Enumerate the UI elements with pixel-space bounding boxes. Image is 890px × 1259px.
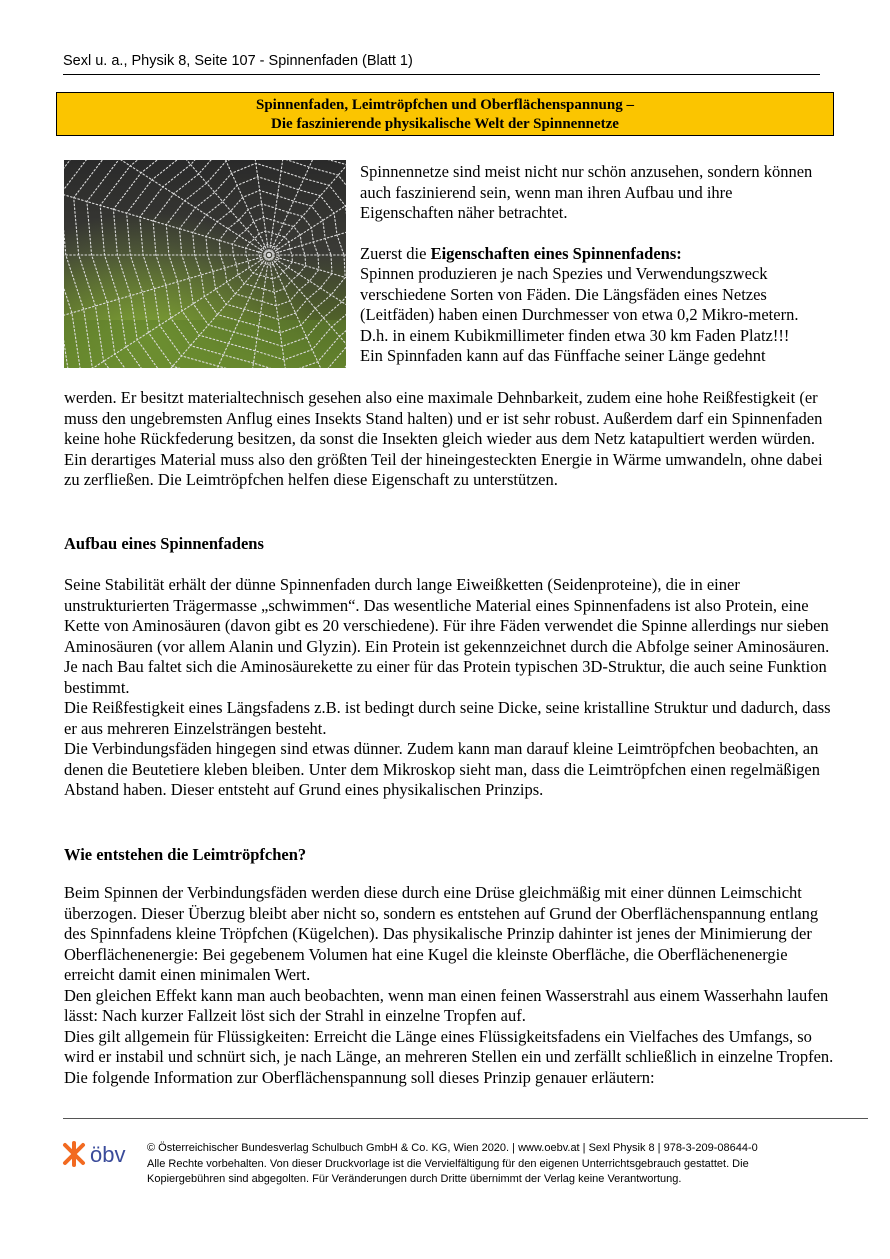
running-header: Sexl u. a., Physik 8, Seite 107 - Spinnenfaden (Blatt 1) xyxy=(63,53,413,69)
spider-web-photo xyxy=(64,160,346,368)
structure-paragraph-1: Seine Stabilität erhält der dünne Spinnenfaden durch lange Eiweißketten (Seidenproteine), die in einer unstrukturierten Trägermasse „schwimmen“. Das wesentliche Material eines Spinnenfadens ist also Protein, eine Kette von Aminosäuren (davon gibt es 20 verschiedene). Für ihre Fäden verwendet die Spinne allerdings nur sieben Aminosäuren (vor allem Alanin und Glyzin). Ein Protein ist gekennzeichnet durch die Abfolge seiner Aminosäuren. Je nach Bau faltet sich die Aminosäurekette zu einer für das Protein typischen 3D-Struktur, die auch seine Funktion bestimmt. xyxy=(64,575,830,697)
stretch-paragraph-start: Ein Spinnfaden kann auf das Fünffache seiner Länge gedehnt xyxy=(360,346,766,365)
droplets-paragraph-3: Dies gilt allgemein für Flüssigkeiten: Erreicht die Länge eines Flüssigkeitsfadens ein Vielfaches des Umfangs, so wird er instabil und schnürt sich, je nach Länge, an mehreren Stellen ein und zerfällt schließlich in einzelne Tropfen. Die folgende Information zur Oberflächenspannung soll dieses Prinzip genauer erläutern: xyxy=(64,1026,834,1087)
header-divider xyxy=(63,74,820,75)
title-line-2: Die faszinierende physikalische Welt der Spinnennetze xyxy=(271,116,619,132)
properties-paragraph: Spinnen produzieren je nach Spezies und Verwendungszweck verschiedene Sorten von Fäden. Die Längsfäden eines Netzes (Leitfäden) haben einen Durchmesser von etwa 0,2 Mikro-metern. D.h. in einem Kubikmillimeter finden etwa 30 km Faden Platz!!! xyxy=(360,264,799,345)
title-banner xyxy=(56,92,834,136)
droplets-paragraph-2: Den gleichen Effekt kann man auch beobachten, wenn man einen feinen Wasserstrahl aus einem Wasserhahn laufen lässt: Nach kurzer Fallzeit löst sich der Strahl in einzelne Tropfen auf. xyxy=(64,985,829,1025)
footer-line-1: © Österreichischer Bundesverlag Schulbuch GmbH & Co. KG, Wien 2020. | www.oebv.at | Sexl Physik 8 | 978-3-209-08644-0 xyxy=(147,1142,758,1154)
section-heading-structure: Aufbau eines Spinnenfadens xyxy=(64,534,264,553)
droplets-paragraph-1: Beim Spinnen der Verbindungsfäden werden diese durch eine Drüse gleichmäßig mit einer dünnen Leimschicht überzogen. Dieser Überzug bleibt aber nicht so, sondern es entstehen auf Grund der Oberflächenspannung entlang des Spinnfadens kleine Tröpfchen (Kügelchen). Das physikalische Prinzip dahinter ist jenes der Minimierung der Oberflächenenergie: Bei gegebenem Volumen hat eine Kugel die kleinste Oberfläche, die Oberflächenenergie erreicht damit einen minimalen Wert. xyxy=(64,883,819,984)
footer-line-2: Alle Rechte vorbehalten. Von dieser Druckvorlage ist die Vervielfältigung für den eigenen Unterrichtsgebrauch gestattet. Die Kopiergebühren sind abgegolten. Für Veränderungen durch Dritte übernimmt der Verlag keine Verantwortung. xyxy=(147,1157,749,1185)
intro-column xyxy=(360,162,830,367)
title-line-1: Spinnenfaden, Leimtröpfchen und Oberflächenspannung – xyxy=(255,97,634,113)
logo-wordmark: öbv xyxy=(90,1142,126,1167)
structure-paragraph-2: Die Reißfestigkeit eines Längsfadens z.B. ist bedingt durch seine Dicke, seine kristalline Struktur und dadurch, dass er aus mehreren Einzelsträngen besteht. xyxy=(64,698,831,738)
properties-heading: Eigenschaften eines Spinnenfadens: xyxy=(430,243,682,263)
droplets-section xyxy=(64,883,834,1088)
stretch-paragraph-continued: werden. Er besitzt materialtechnisch gesehen also eine maximale Dehnbarkeit, zudem eine hohe Reißfestigkeit (er muss den ungebremsten Anflug eines Insekts Stand halten) und er ist sehr robust. Außerdem darf ein Spinnenfaden keine hohe Rückfederung besitzen, da sonst die Insekten gleich wieder aus dem Netz katapultiert werden würden. Ein derartiges Material muss also den größten Teil der hineingesteckten Energie in Wärme umwandeln, ohne dabei zu zerfließen. Die Leimtröpfchen helfen diese Eigenschaft zu unterstützen. xyxy=(64,388,823,489)
properties-lead: Zuerst die Eigenschaften eines Spinnenfadens: xyxy=(360,243,682,263)
structure-paragraph-3: Die Verbindungsfäden hingegen sind etwas dünner. Zudem kann man darauf kleine Leimtröpfchen beobachten, an denen die Beutetiere kleben bleiben. Unter dem Mikroskop sieht man, dass die Leimtröpfchen einen regelmäßigen Abstand haben. Dieser entsteht auf Grund eines physikalischen Prinzips. xyxy=(64,739,821,799)
structure-section xyxy=(64,575,834,801)
footer-divider xyxy=(63,1118,868,1119)
footer-copyright xyxy=(147,1141,827,1188)
oebv-logo xyxy=(62,1140,142,1168)
section-heading-droplets: Wie entstehen die Leimtröpfchen? xyxy=(64,845,307,864)
intro-paragraph: Spinnennetze sind meist nicht nur schön anzusehen, sondern können auch faszinierend sein, wenn man ihren Aufbau und ihre Eigenschaften näher betrachtet. xyxy=(360,162,813,222)
